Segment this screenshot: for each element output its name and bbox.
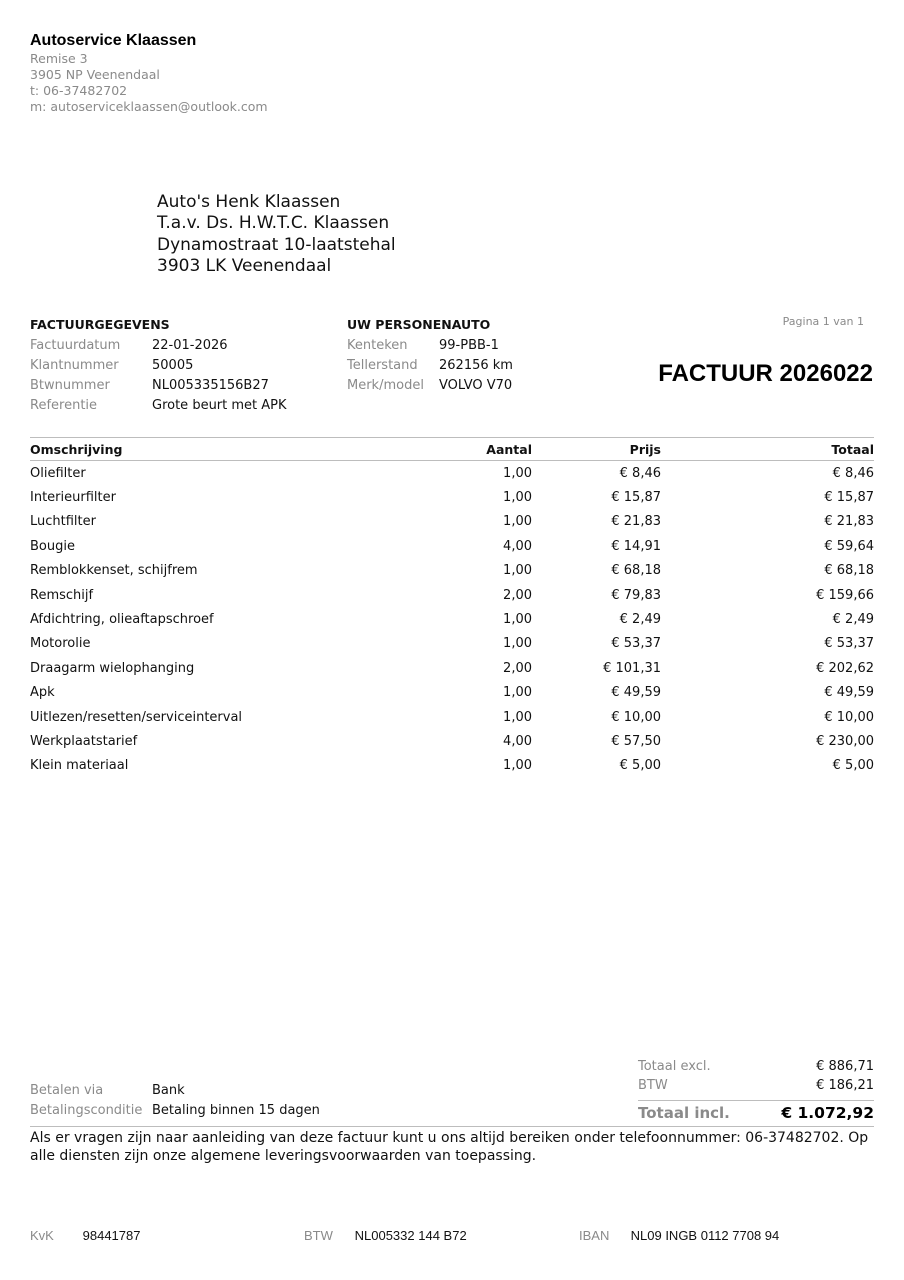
item-price: € 8,46	[619, 465, 661, 481]
car-details-title: UW PERSONENAUTO	[347, 317, 491, 332]
table-row	[30, 729, 874, 753]
item-quantity: 2,00	[503, 587, 532, 603]
invoice-date-value: 22-01-2026	[152, 338, 228, 353]
items-table	[30, 437, 874, 778]
header-description: Omschrijving	[30, 438, 450, 461]
license-plate-label: Kenteken	[347, 338, 408, 353]
payment-info	[30, 1081, 320, 1121]
btw-value: NL005332 144 B72	[354, 1228, 467, 1243]
kvk-label: KvK	[30, 1228, 54, 1243]
item-description: Uitlezen/resetten/serviceinterval	[30, 709, 243, 725]
sender-email: m: autoserviceklaassen@outlook.com	[30, 99, 268, 114]
item-quantity: 2,00	[503, 660, 532, 676]
sender-name: Autoservice Klaassen	[30, 32, 197, 49]
customer-number-label: Klantnummer	[30, 358, 119, 373]
car-details	[347, 317, 513, 396]
payment-method-value: Bank	[152, 1083, 185, 1098]
table-row	[30, 485, 874, 509]
license-plate-row	[347, 336, 513, 356]
item-total: € 15,87	[824, 490, 874, 506]
reference-row	[30, 396, 287, 416]
sender-phone: t: 06-37482702	[30, 83, 128, 98]
item-total: € 10,00	[824, 709, 874, 725]
item-quantity: 1,00	[503, 563, 532, 579]
item-quantity: 1,00	[503, 758, 532, 774]
invoice-details-title: FACTUURGEGEVENS	[30, 317, 170, 332]
invoice-date-row	[30, 336, 287, 356]
header-quantity: Aantal	[450, 438, 532, 461]
kvk-info	[30, 1228, 140, 1243]
table-row	[30, 559, 874, 583]
recipient-attention: T.a.v. Ds. H.W.T.C. Klaassen	[157, 213, 390, 234]
subtotal-label: Totaal excl.	[638, 1059, 711, 1074]
footer-divider	[30, 1126, 874, 1127]
make-model-label: Merk/model	[347, 378, 424, 393]
recipient-street: Dynamostraat 10-laatstehal	[157, 234, 396, 255]
reference-value: Grote beurt met APK	[152, 398, 287, 413]
item-quantity: 1,00	[503, 612, 532, 628]
item-price: € 53,37	[611, 636, 661, 652]
item-price: € 68,18	[611, 563, 661, 579]
item-price: € 101,31	[603, 660, 661, 676]
item-description: Oliefilter	[30, 465, 86, 481]
item-description: Draagarm wielophanging	[30, 660, 195, 676]
item-total: € 230,00	[816, 733, 874, 749]
item-quantity: 1,00	[503, 465, 532, 481]
table-row	[30, 754, 874, 778]
item-description: Remschijf	[30, 587, 94, 603]
vat-value: € 186,21	[816, 1078, 874, 1093]
invoice-title: FACTUUR 2026022	[658, 360, 873, 387]
table-row	[30, 705, 874, 729]
item-quantity: 1,00	[503, 709, 532, 725]
subtotal-row	[638, 1057, 874, 1076]
customer-number-row	[30, 356, 287, 376]
item-price: € 14,91	[611, 538, 661, 554]
iban-value: NL09 INGB 0112 7708 94	[630, 1228, 780, 1243]
item-description: Werkplaatstarief	[30, 733, 138, 749]
odometer-label: Tellerstand	[347, 358, 418, 373]
table-row	[30, 510, 874, 534]
table-header-row	[30, 438, 874, 461]
item-quantity: 1,00	[503, 514, 532, 530]
item-total: € 21,83	[824, 514, 874, 530]
item-total: € 53,37	[824, 636, 874, 652]
payment-terms-label: Betalingsconditie	[30, 1103, 143, 1118]
payment-method-row	[30, 1081, 320, 1101]
page-indicator: Pagina 1 van 1	[782, 315, 864, 328]
invoice-details	[30, 317, 287, 416]
btw-label: BTW	[304, 1228, 333, 1243]
vat-row	[638, 1076, 874, 1095]
table-row	[30, 583, 874, 607]
item-description: Afdichtring, olieaftapschroef	[30, 612, 214, 628]
item-price: € 49,59	[611, 685, 661, 701]
table-row	[30, 461, 874, 486]
license-plate-value: 99-PBB-1	[439, 338, 499, 353]
payment-method-label: Betalen via	[30, 1083, 104, 1098]
payment-terms-row	[30, 1101, 320, 1121]
item-price: € 10,00	[611, 709, 661, 725]
item-total: € 49,59	[824, 685, 874, 701]
item-total: € 159,66	[816, 587, 874, 603]
invoice-date-label: Factuurdatum	[30, 338, 121, 353]
item-quantity: 1,00	[503, 685, 532, 701]
iban-info	[579, 1228, 779, 1243]
item-total: € 2,49	[832, 612, 874, 628]
recipient-city: 3903 LK Veenendaal	[157, 255, 332, 276]
vat-label: BTW	[638, 1078, 668, 1093]
iban-label: IBAN	[579, 1228, 610, 1243]
totals-block	[638, 1057, 874, 1124]
footer-note: Als er vragen zijn naar aanleiding van deze factuur kunt u ons altijd bereiken onder telefoonnummer: 06-37482702. Op alle diensten zijn onze algemene leveringsvoorwaarden van toepassing.	[30, 1130, 869, 1164]
subtotal-value: € 886,71	[816, 1059, 874, 1074]
vat-number-value: NL005335156B27	[152, 378, 269, 393]
sender-street: Remise 3	[30, 51, 88, 66]
item-quantity: 1,00	[503, 636, 532, 652]
grand-total-label: Totaal incl.	[638, 1104, 730, 1122]
grand-total-value: € 1.072,92	[781, 1104, 874, 1122]
btw-info	[304, 1228, 467, 1243]
vat-number-row	[30, 376, 287, 396]
table-row	[30, 656, 874, 680]
reference-label: Referentie	[30, 398, 98, 413]
item-price: € 57,50	[611, 733, 661, 749]
item-total: € 8,46	[832, 465, 874, 481]
item-quantity: 1,00	[503, 490, 532, 506]
vat-number-label: Btwnummer	[30, 378, 110, 393]
item-description: Motorolie	[30, 636, 91, 652]
item-price: € 21,83	[611, 514, 661, 530]
table-row	[30, 681, 874, 705]
item-total: € 59,64	[824, 538, 874, 554]
item-description: Bougie	[30, 538, 75, 554]
item-total: € 202,62	[816, 660, 874, 676]
kvk-value: 98441787	[82, 1228, 141, 1243]
table-row	[30, 632, 874, 656]
recipient-address	[157, 192, 396, 277]
odometer-row	[347, 356, 513, 376]
recipient-name: Auto's Henk Klaassen	[157, 192, 341, 212]
item-price: € 79,83	[611, 587, 661, 603]
header-total: Totaal	[661, 438, 874, 461]
sender-city: 3905 NP Veenendaal	[30, 67, 160, 82]
grand-total-row	[638, 1100, 874, 1124]
item-price: € 15,87	[611, 490, 661, 506]
item-quantity: 4,00	[503, 733, 532, 749]
make-model-value: VOLVO V70	[439, 378, 513, 393]
table-row	[30, 534, 874, 558]
item-description: Remblokkenset, schijfrem	[30, 563, 198, 579]
item-description: Apk	[30, 685, 55, 701]
header-price: Prijs	[532, 438, 661, 461]
item-total: € 68,18	[824, 563, 874, 579]
item-description: Luchtfilter	[30, 514, 96, 530]
item-price: € 5,00	[619, 758, 661, 774]
make-model-row	[347, 376, 513, 396]
odometer-value: 262156 km	[439, 358, 513, 373]
item-total: € 5,00	[832, 758, 874, 774]
table-row	[30, 607, 874, 631]
item-description: Interieurfilter	[30, 490, 116, 506]
sender-block	[30, 31, 268, 115]
item-quantity: 4,00	[503, 538, 532, 554]
payment-terms-value: Betaling binnen 15 dagen	[152, 1103, 320, 1118]
item-description: Klein materiaal	[30, 758, 129, 774]
item-price: € 2,49	[619, 612, 661, 628]
customer-number-value: 50005	[152, 358, 194, 373]
